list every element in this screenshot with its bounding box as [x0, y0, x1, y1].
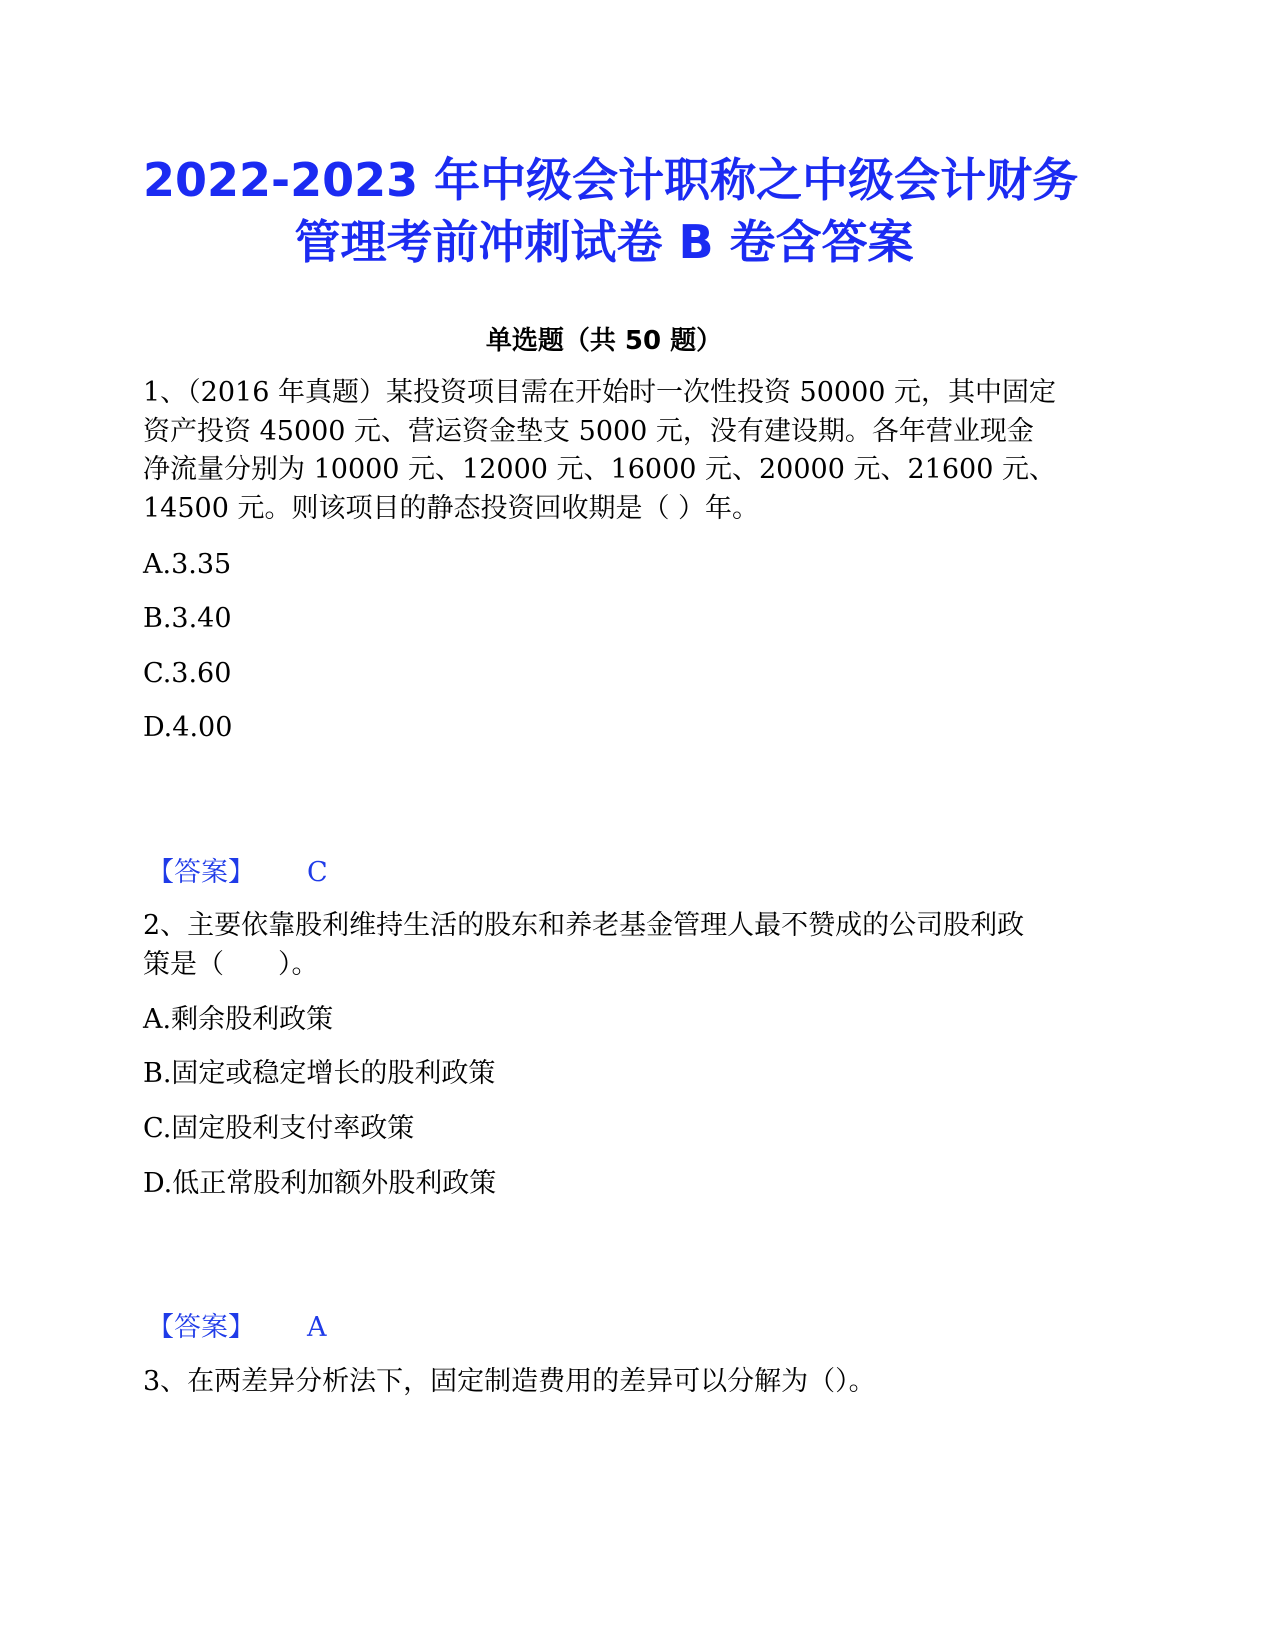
option-b: B.3.40	[143, 603, 232, 634]
answer-label: 【答案】	[147, 1312, 255, 1343]
option-c: C.固定股利支付率政策	[143, 1113, 415, 1144]
answer-row	[147, 854, 1069, 892]
question-stem-line: 净流量分别为 10000 元、12000 元、16000 元、20000 元、21600 元、	[143, 454, 1056, 485]
answer-value: A	[307, 1312, 327, 1343]
option-c: C.3.60	[143, 658, 232, 689]
option-a: A.剩余股利政策	[143, 1004, 334, 1035]
question-stem-line: 资产投资 45000 元、营运资金垫支 5000 元，没有建设期。各年营业现金	[143, 416, 1034, 447]
question-stem-line: 2、主要依靠股利维持生活的股东和养老基金管理人最不赞成的公司股利政	[143, 910, 1025, 941]
document-title-line-1: 2022-2023 年中级会计职称之中级会计财务	[143, 153, 1079, 207]
question-stem-line: 策是（ ）。	[143, 949, 319, 980]
section-heading: 单选题（共 50 题）	[485, 326, 723, 356]
answer-value: C	[307, 857, 328, 888]
option-b: B.固定或稳定增长的股利政策	[143, 1058, 496, 1089]
document-title-line-2: 管理考前冲刺试卷 B 卷含答案	[294, 215, 914, 269]
question-stem-line: 3、在两差异分析法下，固定制造费用的差异可以分解为（）。	[143, 1366, 876, 1397]
answer-label: 【答案】	[147, 857, 255, 888]
option-d: D.低正常股利加额外股利政策	[143, 1168, 497, 1199]
option-d: D.4.00	[143, 712, 233, 743]
question-stem-line: 1、（2016 年真题）某投资项目需在开始时一次性投资 50000 元，其中固定	[143, 377, 1057, 408]
option-a: A.3.35	[143, 549, 232, 580]
question-stem-line: 14500 元。则该项目的静态投资回收期是（ ）年。	[143, 493, 760, 524]
answer-row	[147, 1309, 1069, 1347]
